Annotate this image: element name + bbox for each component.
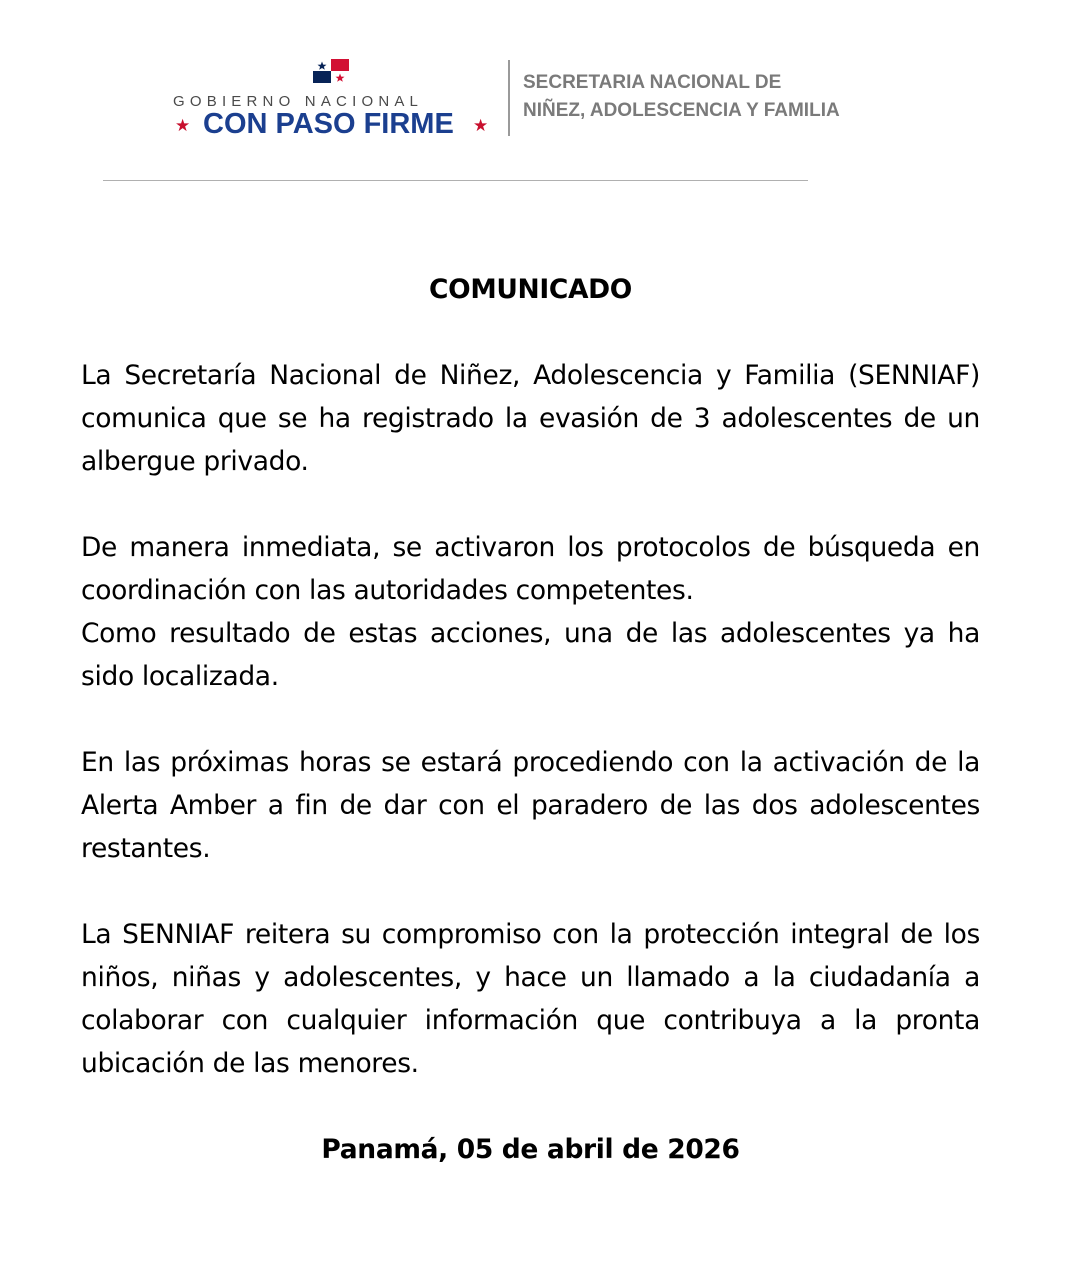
paragraph-amber-alert: En las próximas horas se estará procediendo con la activación de la Alerta Amber a fin de dar con el paradero de las dos adolescentes restantes. bbox=[81, 747, 980, 864]
document-body bbox=[81, 268, 980, 1171]
ministry-line-2: NIÑEZ, ADOLESCENCIA Y FAMILIA bbox=[523, 100, 840, 121]
paragraph-evasion: La Secretaría Nacional de Niñez, Adolescencia y Familia (SENNIAF) comunica que se ha registrado la evasión de 3 adolescentes de un albergue privado. bbox=[81, 360, 980, 477]
letterhead bbox=[0, 0, 1080, 200]
place-and-date: Panamá, 05 de abril de 2026 bbox=[321, 1134, 740, 1165]
panama-flag-icon bbox=[313, 59, 349, 83]
slogan: CON PASO FIRME bbox=[203, 108, 454, 140]
paragraph-located: Como resultado de estas acciones, una de las adolescentes ya ha sido localizada. bbox=[81, 618, 980, 692]
ministry-name bbox=[523, 69, 840, 125]
logo-divider bbox=[508, 60, 510, 136]
document-title: COMUNICADO bbox=[429, 274, 632, 305]
star-icon: ★ bbox=[175, 116, 191, 135]
slogan-row bbox=[173, 106, 489, 142]
paragraph-protocols: De manera inmediata, se activaron los protocolos de búsqueda en coordinación con las autoridades competentes. bbox=[81, 532, 980, 606]
government-name: GOBIERNO NACIONAL bbox=[173, 93, 424, 110]
ministry-line-1: SECRETARIA NACIONAL DE bbox=[523, 72, 782, 93]
paragraph-commitment: La SENNIAF reitera su compromiso con la protección integral de los niños, niñas y adolescentes, y hace un llamado a la ciudadanía a colaborar con cualquier información que contribuya a la pronta ubicación de las menores. bbox=[81, 919, 980, 1079]
star-icon: ★ bbox=[473, 116, 489, 135]
flag-blue-quarter bbox=[313, 71, 331, 83]
header-rule bbox=[103, 180, 808, 181]
flag-red-quarter bbox=[331, 59, 349, 71]
